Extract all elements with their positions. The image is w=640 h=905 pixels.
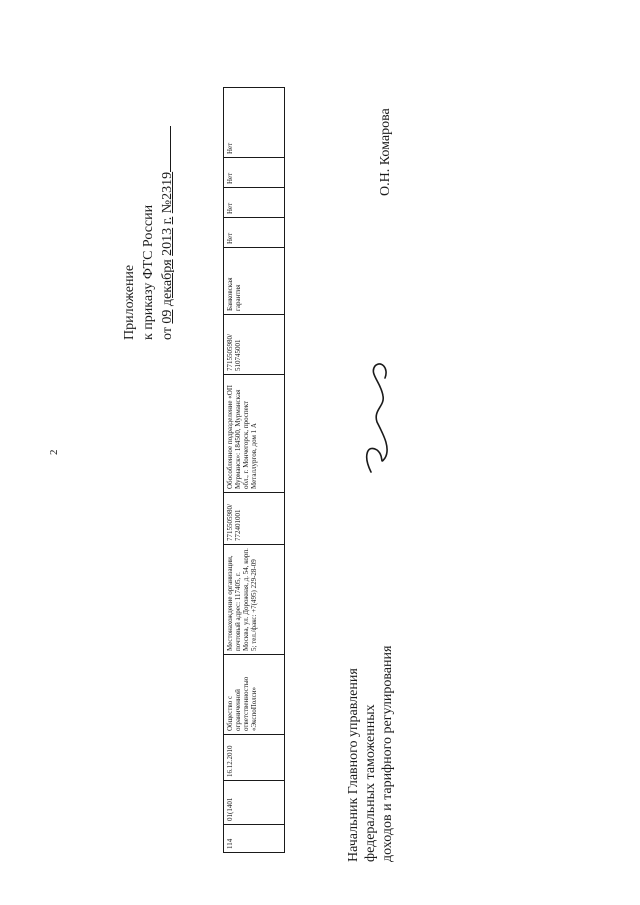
appendix-day: 09 — [160, 309, 175, 324]
cell-organization: Общество с ограниченной ответственностью «ЭкспоПолси» — [224, 655, 285, 735]
appendix-month: декабря — [160, 259, 175, 307]
appendix-year: 2013 — [160, 227, 175, 256]
cell-flag-4: Нет — [224, 88, 285, 158]
appendix-number: 2319 — [160, 171, 175, 200]
cell-branch: Обособленное подразделение «ОП Мурманск»: 184500, Мурманская обл., г. Мончегорск, проспект Металлургов, дом 1 А — [224, 375, 285, 493]
appendix-date-line — [158, 126, 177, 340]
handwritten-signature — [355, 360, 405, 480]
cell-flag-1: Нет — [224, 218, 285, 248]
cell-branch-inn-kpp: 7715505980/ 510745001 — [224, 315, 285, 375]
signatory-name: О.Н. Комарова — [378, 108, 393, 196]
cell-flag-2: Нет — [224, 188, 285, 218]
appendix-year-suffix: г. — [160, 216, 175, 225]
cell-register-number: 01(1401 — [224, 781, 285, 825]
cell-location: Местонахождение организации, почтовый адрес: 117405, г. Москва, ул. Дорожная, д. 54, корп. 5; тел./факс: +7(495) 229-28-09 — [224, 545, 285, 655]
cell-guarantee-type: Банковская гарантия — [224, 248, 285, 315]
signatory-title-line3: доходов и тарифного регулирования — [380, 645, 395, 862]
appendix-number-sign: № — [160, 199, 175, 214]
register-table — [223, 88, 285, 853]
page-number: 2 — [48, 449, 60, 455]
appendix-date-prefix: от — [160, 327, 175, 340]
appendix-number-blank — [158, 126, 171, 172]
cell-inn-kpp: 7715505980/ 772401001 — [224, 493, 285, 545]
signatory-title-line2: федеральных таможенных — [363, 704, 378, 862]
cell-date: 16.12.2010 — [224, 735, 285, 781]
signatory-title-line1: Начальник Главного управления — [346, 668, 361, 862]
register-table-grid — [223, 87, 285, 853]
table-row — [224, 88, 285, 853]
cell-flag-3: Нет — [224, 158, 285, 188]
cell-row-number: 114 — [224, 825, 285, 853]
appendix-header — [120, 126, 177, 340]
appendix-order-ref: к приказу ФТС России — [141, 204, 156, 340]
appendix-title: Приложение — [122, 264, 137, 340]
signatory-title — [345, 646, 396, 862]
